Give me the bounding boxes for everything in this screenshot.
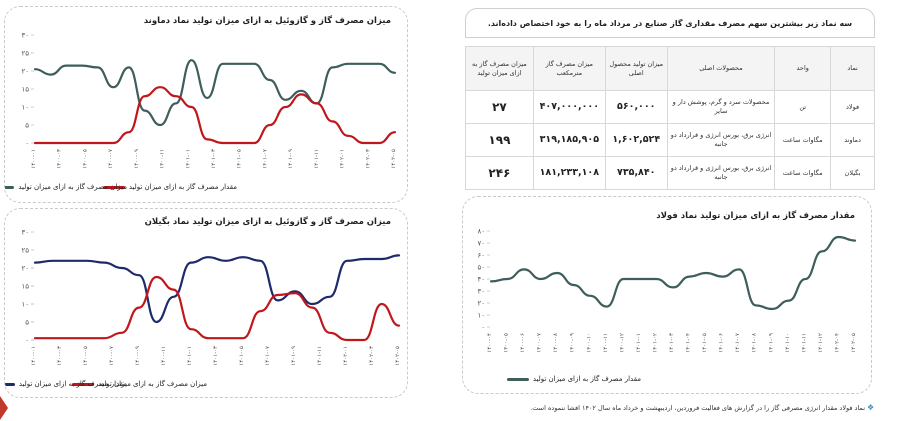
cell-gas: ۳۱۹,۱۸۵,۹۰۵ <box>533 124 605 157</box>
legend-label: میزان مصرف گاز به ازای میزان تولید <box>18 183 127 191</box>
x-tick-label: ۱۴۰۱-۰۸ <box>751 333 758 353</box>
header-cell: میزان مصرف گاز به ازای میزان تولید <box>466 47 534 91</box>
x-tick-label: ۱۴۰۱-۰۱ <box>635 333 642 353</box>
gas-share-table-box <box>465 8 875 191</box>
x-tick-label: ۱۴۰۱-۰۹ <box>768 333 775 353</box>
page-arrow-icon <box>0 396 8 420</box>
table-row <box>466 157 875 190</box>
x-tick-label: ۱۴۰۰-۰۹ <box>133 149 140 169</box>
x-tick-label: ۱۴۰۱-۱۱ <box>317 346 323 366</box>
y-tick-label: ۵۰ <box>477 263 485 272</box>
x-tick-label: ۱۴۰۲-۰۳ <box>365 149 372 169</box>
x-tick-label: ۱۴۰۱-۰۵ <box>702 333 709 353</box>
x-tick-label: ۱۴۰۰-۰۳ <box>56 149 63 169</box>
legend-swatch <box>4 186 14 189</box>
x-tick-label: ۱۴۰۱-۰۴ <box>685 333 692 353</box>
x-tick-label: ۱۴۰۲-۰۴ <box>834 333 841 353</box>
y-tick-label: ۲۰ <box>477 299 485 308</box>
legend-label: میزان مصرف گاز به ازای میزان تولید <box>98 380 207 388</box>
cell-unit: مگاوات ساعت <box>775 124 831 157</box>
x-tick-label: ۱۴۰۰-۰۸ <box>553 333 560 353</box>
cell-production: ۷۳۵,۸۴۰ <box>605 157 667 190</box>
x-tick-label: ۱۴۰۲-۰۱ <box>339 149 346 169</box>
y-tick-label: ۰ <box>25 139 29 148</box>
x-tick-label: ۱۴۰۱-۰۹ <box>291 346 297 366</box>
y-tick-label: ۲۰ <box>21 67 29 76</box>
chart-panel-foolad <box>462 196 872 394</box>
x-tick-label: ۱۴۰۰-۰۹ <box>569 333 576 353</box>
x-tick-label: ۱۴۰۰-۰۹ <box>135 346 141 366</box>
x-tick-label: ۱۴۰۲-۰۱ <box>343 346 349 366</box>
header-cell: نماد <box>831 47 875 91</box>
series-line <box>35 255 399 322</box>
x-tick-label: ۱۴۰۰-۰۶ <box>520 333 527 353</box>
chart-svg <box>5 7 408 203</box>
legend-item <box>507 375 641 383</box>
chart-svg <box>463 197 872 394</box>
y-tick-label: ۱۰ <box>477 311 485 320</box>
legend-swatch <box>4 383 15 386</box>
x-tick-label: ۱۴۰۰-۰۱ <box>31 149 37 169</box>
x-tick-label: ۱۴۰۱-۰۵ <box>236 149 243 169</box>
header-cell: میزان مصرف گاز مترمکعب <box>533 47 605 91</box>
y-tick-label: ۳۰ <box>477 287 485 296</box>
x-tick-label: ۱۴۰۱-۰۹ <box>288 149 295 169</box>
cell-production: ۵۶۰,۰۰۰ <box>605 91 667 124</box>
cell-gas: ۴۰۷,۰۰۰,۰۰۰ <box>533 91 605 124</box>
y-tick-label: ۴۰ <box>477 275 485 284</box>
series-line <box>35 60 395 125</box>
x-tick-label: ۱۴۰۰-۰۷ <box>109 346 115 366</box>
diamond-bullet-icon: ❖ <box>867 403 875 412</box>
y-tick-label: ۱۰ <box>21 300 29 309</box>
cell-unit: تن <box>775 91 831 124</box>
x-tick-label: ۱۴۰۱-۱۱ <box>313 149 320 169</box>
cell-products: انرژی برق، بورس انرژی و قرارداد دو جانبه <box>667 157 775 190</box>
x-tick-label: ۱۴۰۱-۱۲ <box>817 333 824 353</box>
x-tick-label: ۱۴۰۰-۰۷ <box>536 333 543 353</box>
x-tick-label: ۱۴۰۱-۰۳ <box>213 346 219 366</box>
legend-item <box>4 183 127 191</box>
y-tick-label: ۳۰ <box>21 31 29 40</box>
chart-title: میزان مصرف گاز و گازوئیل به ازای میزان تولید نماد دماوند <box>143 16 391 26</box>
cell-ratio: ۲۴۶ <box>466 157 534 190</box>
x-tick-label: ۱۴۰۰-۰۵ <box>82 149 89 169</box>
cell-ratio: ۱۹۹ <box>466 124 534 157</box>
table-title: سه نماد زیر بیشترین سهم مصرف مقداری گاز صنایع در مرداد ماه را به خود اختصاص داده‌اند. <box>465 8 875 38</box>
footnote: نماد فولاد مقدار انرژی مصرفی گاز را در گزارش های فعالیت فروردین، اردیبهشت و خرداد ماه سال ۱۴۰۲ افشا ننموده است. <box>530 404 865 412</box>
x-tick-label: ۱۴۰۲-۰۳ <box>369 346 375 366</box>
y-tick-label: ۲۵ <box>21 49 29 58</box>
x-tick-label: ۱۴۰۱-۰۶ <box>718 333 725 353</box>
legend-label: مقدار مصرف گاز به ازای میزان تولید <box>18 380 127 388</box>
y-tick-label: ۲۵ <box>21 246 29 255</box>
cell-symbol: دماوند <box>831 124 875 157</box>
y-tick-label: ۰ <box>25 336 29 345</box>
y-tick-label: ۳۰ <box>21 228 29 237</box>
x-tick-label: ۱۴۰۰-۰۴ <box>487 333 493 353</box>
chart-title: مقدار مصرف گاز به ازای میزان تولید نماد فولاد <box>656 211 855 221</box>
y-tick-label: ۷۰ <box>477 239 485 248</box>
legend-label: مقدار مصرف گاز به ازای میزان تولید <box>128 183 237 191</box>
x-tick-label: ۱۴۰۱-۰۳ <box>669 333 675 353</box>
x-tick-label: ۱۴۰۰-۱۰ <box>586 333 593 353</box>
x-tick-label: ۱۴۰۲-۰۵ <box>851 333 857 353</box>
y-tick-label: ۸۰ <box>477 227 485 236</box>
legend-label: مقدار مصرف گاز به ازای میزان تولید <box>532 375 641 383</box>
y-tick-label: ۲۰ <box>21 264 29 273</box>
series-line <box>35 277 399 340</box>
x-tick-label: ۱۴۰۰-۱۱ <box>602 333 609 353</box>
y-tick-label: ۱۵ <box>21 282 29 291</box>
x-tick-label: ۱۴۰۱-۰۲ <box>652 333 659 353</box>
x-tick-label: ۱۴۰۰-۱۱ <box>159 149 166 169</box>
x-tick-label: ۱۴۰۰-۰۵ <box>503 333 510 353</box>
gas-share-table <box>465 46 875 190</box>
y-tick-label: ۵ <box>25 318 29 327</box>
cell-gas: ۱۸۱,۲۳۳,۱۰۸ <box>533 157 605 190</box>
cell-unit: مگاوات ساعت <box>775 157 831 190</box>
cell-symbol: فولاد <box>831 91 875 124</box>
x-tick-label: ۱۴۰۱-۰۳ <box>211 149 217 169</box>
table-row <box>466 124 875 157</box>
series-line <box>491 237 855 309</box>
y-tick-label: ۵ <box>25 121 29 130</box>
header-cell: میزان تولید محصول اصلی <box>605 47 667 91</box>
chart-panel-damavand <box>4 6 408 203</box>
chart-svg <box>5 209 408 398</box>
cell-products: انرژی برق، بورس انرژی و قرارداد دو جانبه <box>667 124 775 157</box>
x-tick-label: ۱۴۰۱-۰۱ <box>185 149 192 169</box>
x-tick-label: ۱۴۰۱-۰۷ <box>265 346 271 366</box>
header-cell: محصولات اصلی <box>667 47 775 91</box>
x-tick-label: ۱۴۰۰-۱۲ <box>619 333 626 353</box>
table-header-row <box>466 47 875 91</box>
cell-products: محصولات سرد و گرم، پوشش دار و سایر <box>667 91 775 124</box>
cell-production: ۱,۶۰۲,۵۲۴ <box>605 124 667 157</box>
x-tick-label: ۱۴۰۰-۰۷ <box>108 149 115 169</box>
x-tick-label: ۱۴۰۱-۱۱ <box>801 333 808 353</box>
chart-panel-bagilan <box>4 208 408 398</box>
y-tick-label: ۶۰ <box>477 251 485 260</box>
x-tick-label: ۱۴۰۰-۰۱ <box>31 346 37 366</box>
x-tick-label: ۱۴۰۱-۰۱ <box>187 346 193 366</box>
x-tick-label: ۱۴۰۲-۰۵ <box>395 346 401 366</box>
x-tick-label: ۱۴۰۱-۱۰ <box>784 333 791 353</box>
y-tick-label: ۱۵ <box>21 85 29 94</box>
x-tick-label: ۱۴۰۰-۰۳ <box>57 346 63 366</box>
y-tick-label: ۱۰ <box>21 103 29 112</box>
cell-symbol: بگیلان <box>831 157 875 190</box>
legend-swatch <box>507 378 529 381</box>
y-tick-label: ۰ <box>481 323 485 332</box>
x-tick-label: ۱۴۰۲-۰۵ <box>391 149 397 169</box>
table-row <box>466 91 875 124</box>
x-tick-label: ۱۴۰۰-۰۵ <box>83 346 89 366</box>
cell-ratio: ۲۷ <box>466 91 534 124</box>
chart-title: میزان مصرف گاز و گازوئیل به ازای میزان تولید نماد بگیلان <box>144 217 391 227</box>
x-tick-label: ۱۴۰۱-۰۵ <box>239 346 245 366</box>
series-line <box>35 87 395 143</box>
legend-item <box>4 380 127 388</box>
x-tick-label: ۱۴۰۱-۰۷ <box>735 333 742 353</box>
header-cell: واحد <box>775 47 831 91</box>
x-tick-label: ۱۴۰۱-۰۷ <box>262 149 269 169</box>
x-tick-label: ۱۴۰۰-۱۱ <box>161 346 167 366</box>
